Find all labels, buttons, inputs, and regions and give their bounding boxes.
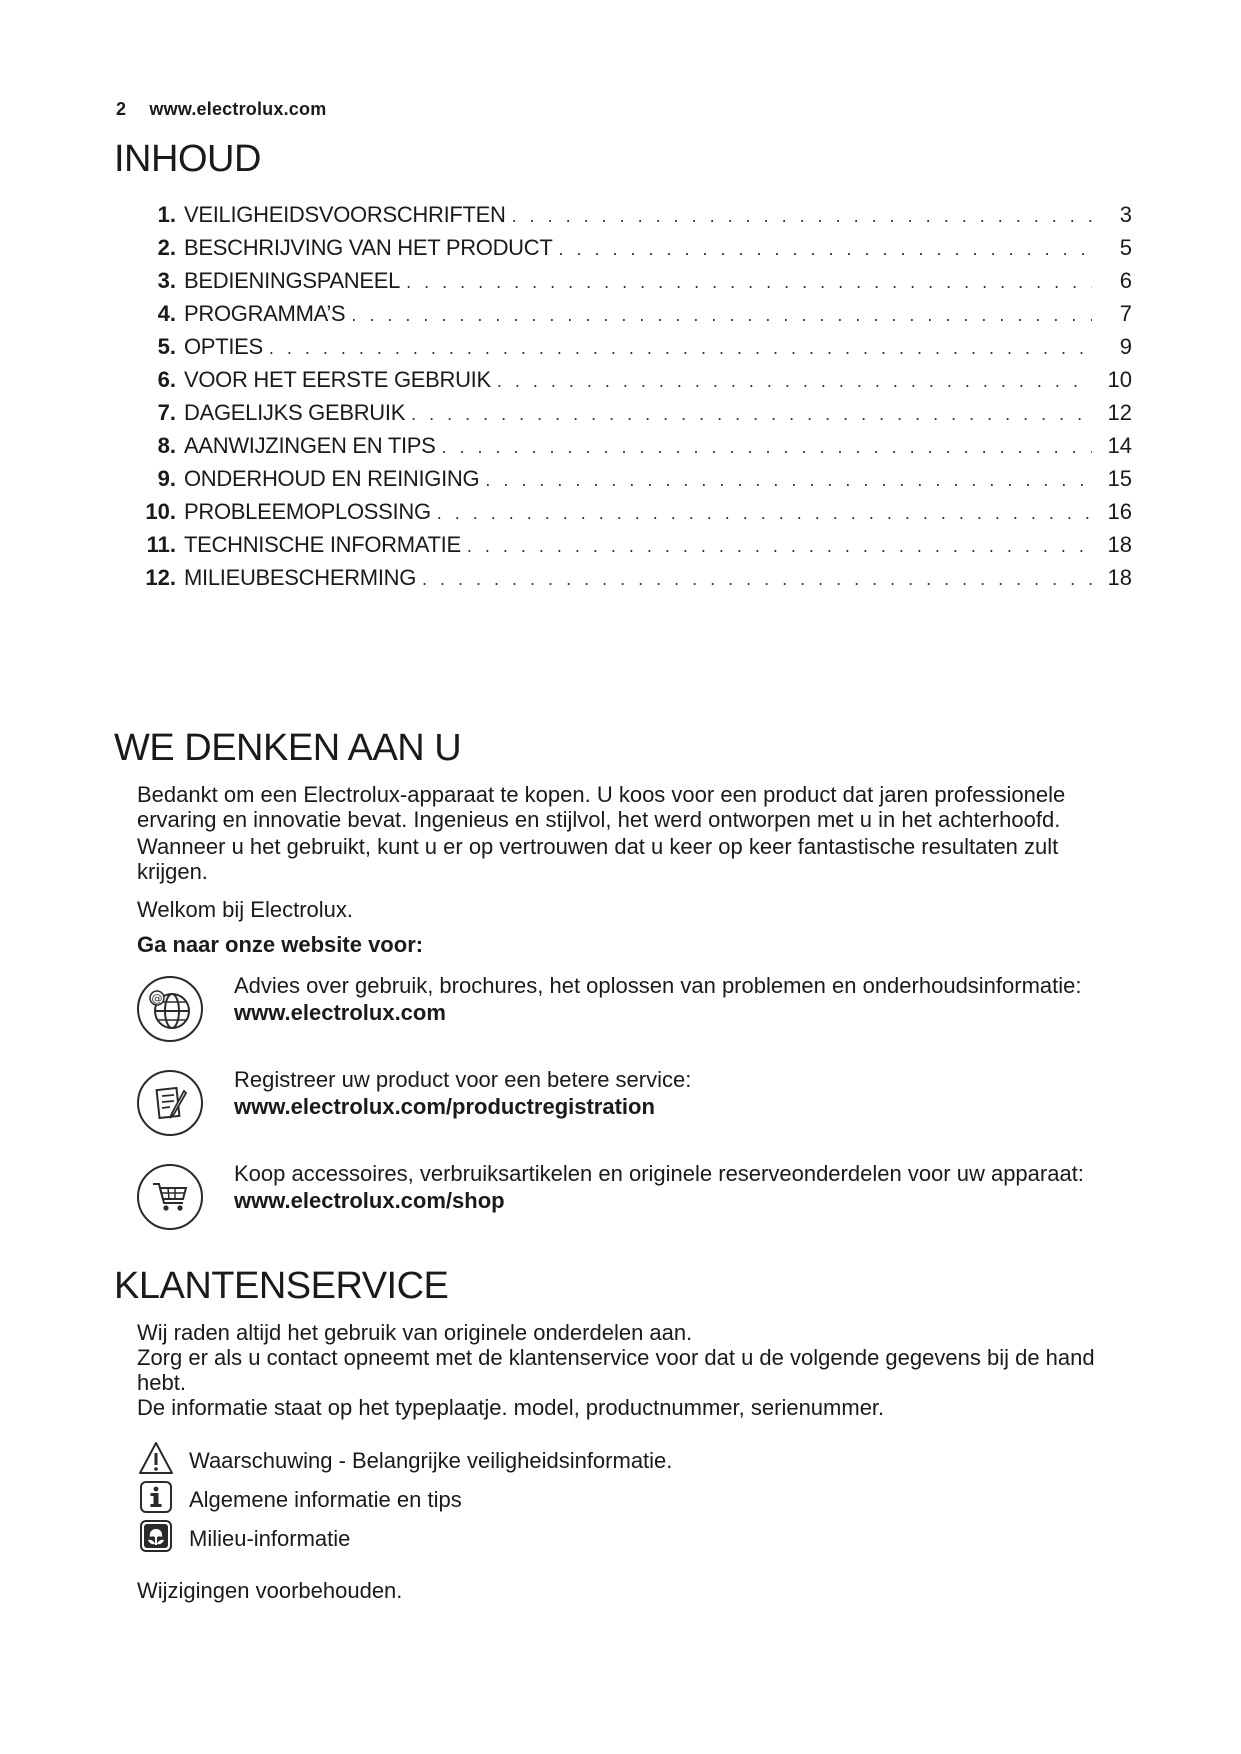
toc-item[interactable] [134,499,1132,532]
website-heading: Ga naar onze website voor: [137,932,424,957]
toc-item-label: MILIEUBESCHERMING [184,565,417,590]
toc-item-number: 9. [157,466,176,491]
toc-item[interactable] [134,301,1132,334]
service-line-1: Wij raden altijd het gebruik van originele onderdelen aan. [137,1320,693,1345]
toc-item-page: 9 [1119,334,1132,359]
toc-item-page: 15 [1107,466,1132,491]
legend-label: Algemene informatie en tips [189,1487,462,1512]
changes-note: Wijzigingen voorbehouden. [137,1578,403,1603]
web-item-advice [137,972,1137,1052]
svg-text:@: @ [151,992,163,1005]
toc-item-page: 18 [1107,532,1132,557]
legend-info [138,1479,838,1515]
service-line-3: De informatie staat op het typeplaatje. model, productnummer, serienummer. [137,1395,885,1420]
toc-item[interactable] [134,400,1132,433]
legend-label: Milieu-informatie [189,1526,351,1551]
shopping-cart-icon [137,1164,203,1230]
toc-item[interactable] [134,433,1132,466]
toc-item-number: 6. [157,367,176,392]
legend-environment [138,1518,838,1554]
toc-item-label: AANWIJZINGEN EN TIPS [184,433,436,458]
toc-item-page: 6 [1119,268,1132,293]
web-item-text: Koop accessoires, verbruiksartikelen en originele reserveonderdelen voor uw apparaat: [234,1161,1084,1186]
toc-item-number: 5. [157,334,176,359]
toc-item-number: 2. [157,235,176,260]
service-line-2: Zorg er als u contact opneemt met de klantenservice voor dat u de volgende gegevens bij de hand hebt. [137,1345,1095,1395]
toc-item[interactable] [134,466,1132,499]
globe-icon [137,976,203,1042]
toc-leader [467,536,1092,557]
toc-item-page: 7 [1119,301,1132,326]
toc-item[interactable] [134,532,1132,565]
toc-item-label: DAGELIJKS GEBRUIK [184,400,406,425]
toc-item-number: 4. [157,301,176,326]
toc-leader [422,569,1092,590]
toc-leader [411,404,1092,425]
toc-item-number: 7. [157,400,176,425]
web-item-shop [137,1160,1137,1240]
toc-item[interactable] [134,202,1132,235]
toc-item[interactable] [134,367,1132,400]
toc-item-page: 16 [1107,499,1132,524]
toc-leader [497,371,1092,392]
toc-item[interactable] [134,565,1132,598]
toc-item-page: 12 [1107,400,1132,425]
section-title-think: WE DENKEN AAN U [114,727,462,769]
productregistration-link[interactable]: www.electrolux.com/productregistration [234,1094,655,1119]
web-item-text: Advies over gebruik, brochures, het oplossen van problemen en onderhoudsinformatie: [234,973,1082,998]
toc-item-label: ONDERHOUD EN REINIGING [184,466,480,491]
toc-item-page: 14 [1107,433,1132,458]
service-text [137,1320,1127,1420]
web-item-text: Registreer uw product voor een betere service: [234,1067,692,1092]
shop-link[interactable]: www.electrolux.com/shop [234,1188,505,1213]
web-item-registration [137,1066,1137,1146]
toc-item-label: BEDIENINGSPANEEL [184,268,401,293]
website-link[interactable]: www.electrolux.com [234,1000,446,1025]
legend-warning [138,1440,838,1476]
welcome-text: Welkom bij Electrolux. [137,897,353,922]
toc-item-number: 1. [157,202,176,227]
info-icon [138,1479,174,1515]
toc-item[interactable] [134,334,1132,367]
header-site-link[interactable]: www.electrolux.com [149,99,327,119]
toc-item-number: 12. [145,565,176,590]
legend-label: Waarschuwing - Belangrijke veiligheidsinformatie. [189,1448,673,1473]
toc-item-page: 10 [1107,367,1132,392]
toc-item-label: VOOR HET EERSTE GEBRUIK [184,367,491,392]
toc-item-page: 18 [1107,565,1132,590]
toc-item[interactable] [134,268,1132,301]
intro-paragraph-2: Wanneer u het gebruikt, kunt u er op vertrouwen dat u keer op keer fantastische resultaten zult krijgen. [137,834,1059,884]
toc-leader [442,437,1092,458]
toc-item[interactable] [134,235,1132,268]
toc-item-label: PROGRAMMA’S [184,301,346,326]
toc-title: INHOUD [114,138,261,180]
toc-item-label: TECHNISCHE INFORMATIE [184,532,461,557]
page-number: 2 [116,99,127,119]
table-of-contents [134,202,1132,598]
toc-item-label: OPTIES [184,334,263,359]
intro-text [137,782,1127,884]
toc-item-page: 3 [1119,202,1132,227]
toc-leader [269,338,1092,359]
environment-icon [138,1518,174,1554]
toc-item-number: 11. [146,532,176,557]
toc-leader [485,470,1092,491]
toc-item-label: PROBLEEMOPLOSSING [184,499,431,524]
registration-form-icon [137,1070,203,1136]
toc-leader [559,239,1092,260]
toc-item-number: 8. [157,433,176,458]
section-title-service: KLANTENSERVICE [114,1265,449,1307]
page-header [116,99,326,120]
toc-item-label: VEILIGHEIDSVOORSCHRIFTEN [184,202,506,227]
intro-paragraph-1: Bedankt om een Electrolux-apparaat te kopen. U koos voor een product dat jaren professionele ervaring en innovatie bevat. Ingenieus en stijlvol, het werd ontworpen met u in het achterhoofd. [137,782,1066,832]
toc-item-number: 3. [157,268,176,293]
toc-leader [437,503,1092,524]
toc-item-number: 10. [145,499,176,524]
toc-leader [351,305,1092,326]
toc-leader [512,206,1092,227]
toc-item-label: BESCHRIJVING VAN HET PRODUCT [184,235,553,260]
toc-leader [406,272,1092,293]
warning-icon [138,1440,174,1476]
toc-item-page: 5 [1119,235,1132,260]
